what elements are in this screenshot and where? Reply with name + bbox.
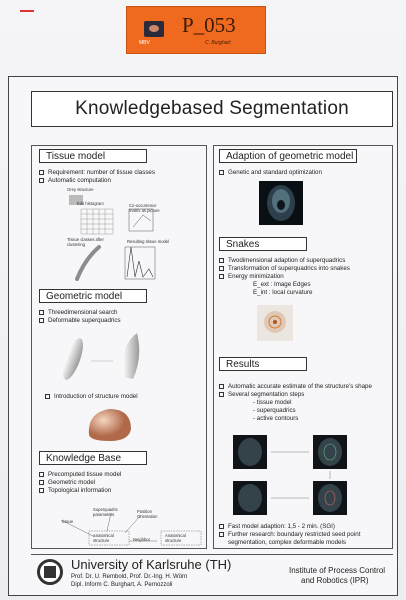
tag-author: C. Burghart [205, 40, 231, 46]
scan-tile [313, 435, 347, 469]
list-item: Genetic and standard optimization [219, 169, 389, 177]
results-step: - tissue model [253, 399, 292, 406]
graph-node-anatomical-1: Anatomical structure [93, 533, 114, 543]
results-step: - superquadrics [253, 407, 296, 414]
list-item: Requirement: number of tissue classes [39, 169, 204, 177]
university-name: University of Karlsruhe (TH) [71, 557, 232, 572]
geometric-model-heading: Geometric model [39, 289, 147, 303]
results-scans-figure [225, 431, 389, 521]
figure-label: Grey structure [67, 187, 94, 192]
list-item: Threedimensional search [39, 309, 204, 317]
figure-label: Resulting tissue model [127, 239, 170, 244]
tissue-model-list [39, 169, 204, 185]
staff-line-1: Prof. Dr. U. Rembold, Prof. Dr.-Ing. H. Wörn [71, 574, 188, 580]
institute-line-1: Institute of Process Control [289, 566, 386, 575]
list-item: Introduction of structure model [45, 393, 205, 401]
energy-int: E_int : local curvature [253, 289, 313, 296]
graph-edge-neighbor: Neighbor [133, 537, 150, 542]
figure-label: Co-occurrence matrix as picture [129, 203, 160, 213]
list-item: Further research: boundary restricted seed point segmentation, complex deformable models [219, 531, 391, 547]
structure-model-figure [85, 405, 135, 445]
list-item: Automatic accurate estimate of the structure's shape [219, 383, 391, 391]
snakes-heading: Snakes [219, 237, 307, 251]
results-heading: Results [219, 357, 307, 371]
poster-tag [126, 6, 266, 54]
snake-contour-figure [257, 305, 293, 341]
mbv-logo-icon [144, 21, 164, 37]
structure-model-note [45, 393, 205, 401]
energy-ext: E_ext : Image Edges [253, 281, 311, 288]
list-item: Several segmentation steps [219, 391, 391, 399]
superquadric-figure [53, 327, 163, 387]
scan-tile [233, 481, 267, 515]
list-item: Transformation of superquadrics into snakes [219, 265, 391, 273]
poster-title: Knowledgebased Segmentation [75, 98, 349, 119]
list-item: Deformable superquadrics [39, 317, 204, 325]
knowledge-base-list [39, 471, 204, 495]
university-logo-icon [37, 559, 63, 585]
list-item: Energy minimization [219, 273, 391, 281]
graph-node-anatomical-2: Anatomical structure [165, 533, 186, 543]
list-item: Topological information [39, 487, 204, 495]
scan-tile [233, 435, 267, 469]
red-mark [20, 10, 34, 12]
knowledge-base-heading: Knowledge Base [39, 451, 147, 465]
graph-node-tissue: Tissue [61, 519, 74, 524]
figure-label: Tissue classes after clustering [67, 237, 104, 247]
poster-id: P_053 [182, 13, 236, 37]
scan-tile [313, 481, 347, 515]
list-item: Precomputed tissue model [39, 471, 204, 479]
institute-line-2: and Robotics (IPR) [301, 576, 369, 585]
graph-node-position: Position Orientation [137, 509, 158, 519]
staff-line-2: Dipl. Inform C. Burghart, A. Pernozzoli [71, 582, 173, 588]
list-item: Automatic computation [39, 177, 204, 185]
head-scan-figure [259, 181, 303, 225]
list-item: Geometric model [39, 479, 204, 487]
poster-footer [31, 554, 393, 596]
results-list [219, 383, 391, 423]
graph-node-superquadric: Superquadric parameters [93, 507, 118, 517]
list-item: Twodimensional adaption of superquadrics [219, 257, 391, 265]
poster-title-box [31, 91, 393, 127]
histogram-grid [81, 209, 113, 234]
snakes-list [219, 257, 391, 297]
figure-label: Edit histogram [77, 201, 104, 206]
list-item: Fast model adaption: 1,5 - 2 min. (SGI) [219, 523, 391, 531]
tissue-model-heading: Tissue model [39, 149, 147, 163]
poster [8, 76, 398, 596]
adaption-heading: Adaption of geometric model [219, 149, 357, 163]
results-step: - active contours [253, 415, 299, 422]
adaption-list [219, 169, 389, 177]
logo-text: MBV [139, 40, 150, 46]
geometric-model-list [39, 309, 204, 325]
results-list-2 [219, 523, 391, 547]
